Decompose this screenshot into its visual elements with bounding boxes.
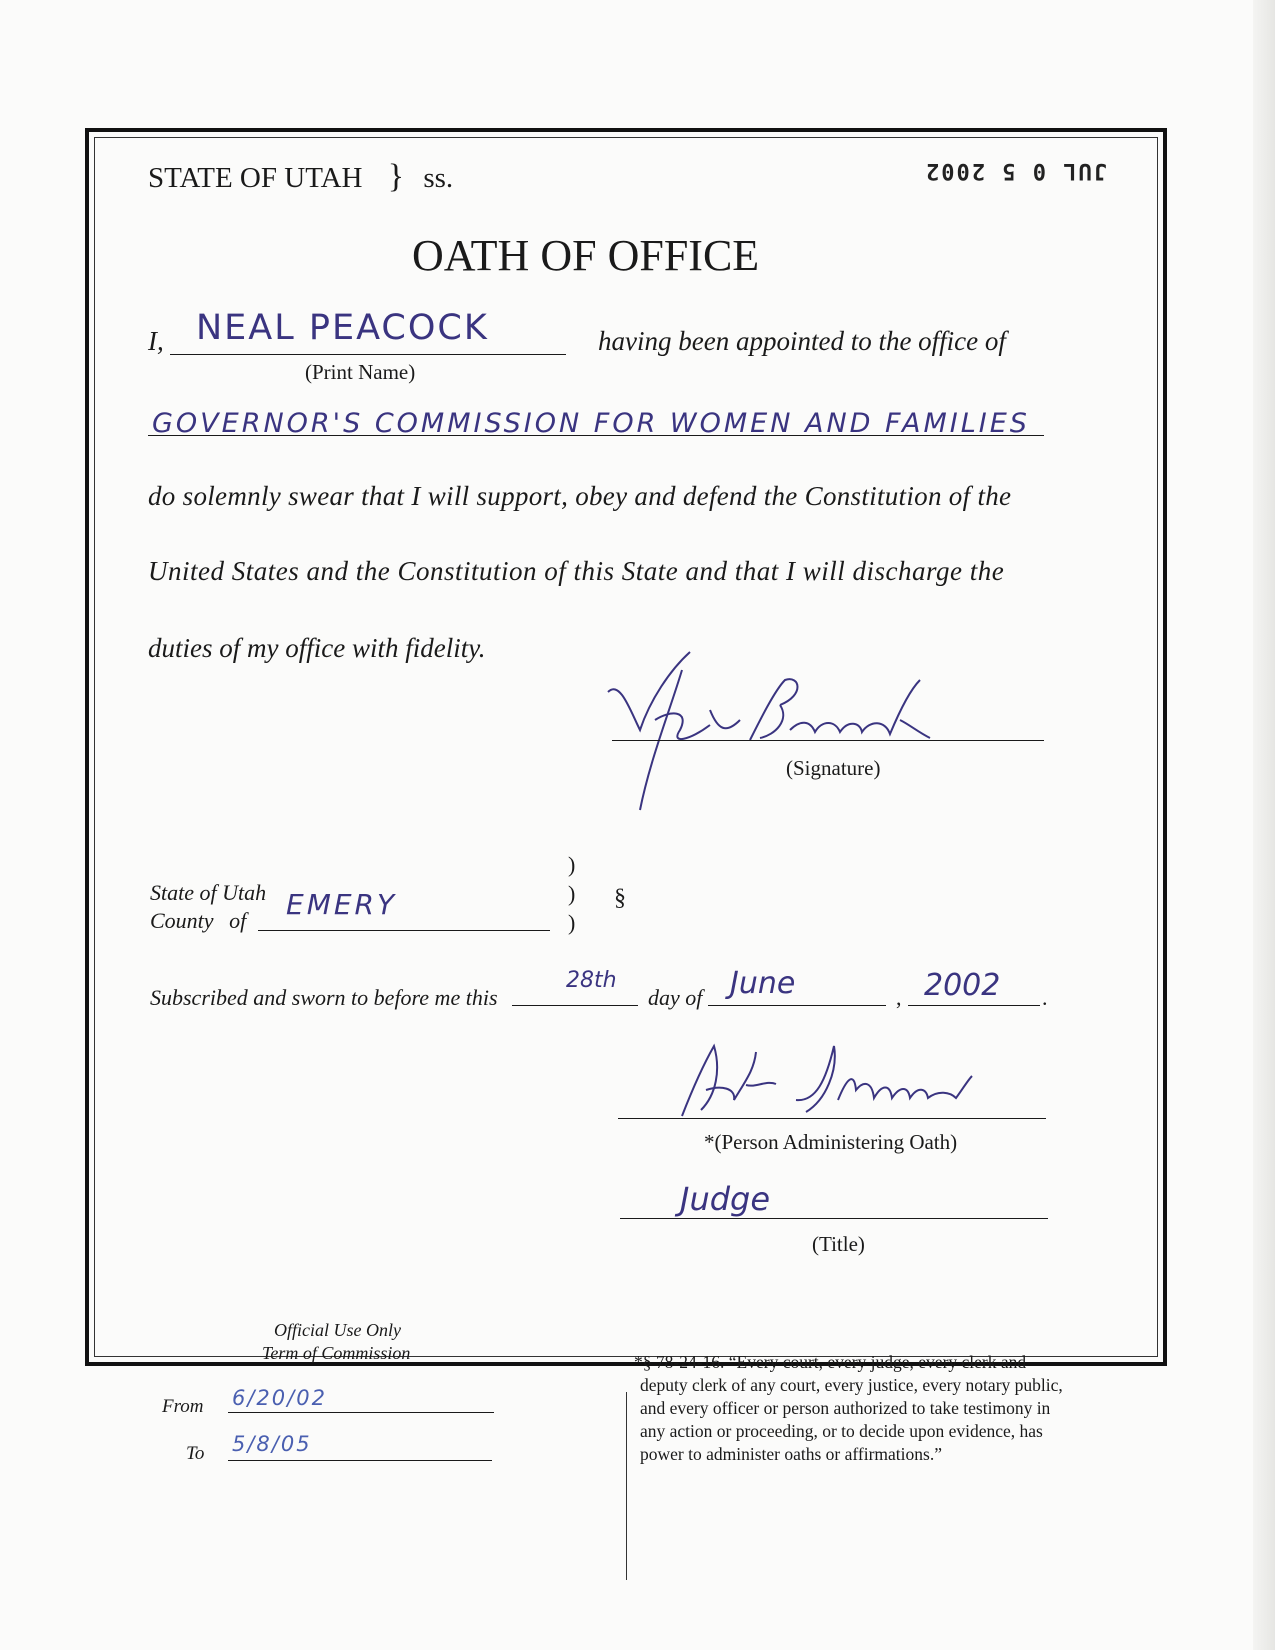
venue-state-label: State of Utah <box>150 880 267 905</box>
print-name-value: NEAL PEACOCK <box>196 308 489 348</box>
administrator-title-value: Judge <box>680 1180 771 1218</box>
page-edge-shadow <box>1253 0 1275 1650</box>
ss-label: ss. <box>423 162 454 194</box>
county-value: EMERY <box>286 888 398 921</box>
oath-line-2: United States and the Constitution of this State and that I will discharge the <box>148 556 1005 586</box>
sworn-period: . <box>1042 985 1048 1010</box>
section-symbol: § <box>614 885 626 911</box>
appointed-text: having been appointed to the office of <box>598 326 1006 356</box>
term-from-label: From <box>162 1396 204 1417</box>
footnote-line-1: *§ 78-24-16. “Every court, every judge, every clerk and <box>634 1352 1027 1372</box>
sworn-text: Subscribed and sworn to before me this <box>150 985 498 1010</box>
term-from-value: 6/20/02 <box>232 1386 327 1410</box>
venue-paren-2: ) <box>568 881 576 906</box>
office-line <box>148 435 1044 436</box>
sworn-year-line <box>908 1005 1040 1006</box>
signature-line <box>612 740 1044 741</box>
venue-paren-3: ) <box>568 910 576 935</box>
footnote-line-4: any action or proceeding, or to decide upon evidence, has <box>640 1421 1043 1441</box>
term-from-line <box>228 1412 494 1413</box>
title-caption: (Title) <box>812 1232 865 1256</box>
sworn-day-line <box>512 1005 638 1006</box>
official-use-subheading: Term of Commission <box>262 1343 411 1363</box>
signature-caption: (Signature) <box>786 756 881 780</box>
received-date-stamp: JUL 0 5 2002 <box>924 158 1107 183</box>
office-value: GOVERNOR'S COMMISSION FOR WOMEN AND FAMILIES <box>152 408 1030 439</box>
administrator-line <box>618 1118 1046 1119</box>
footnote-line-3: and every officer or person authorized to take testimony in <box>640 1398 1051 1418</box>
county-word: County <box>150 908 214 933</box>
footnote-line-5: power to administer oaths or affirmations.” <box>640 1444 942 1464</box>
oath-line-1: do solemnly swear that I will support, obey and defend the Constitution of the <box>148 481 1012 511</box>
oath-line-3: duties of my office with fidelity. <box>148 633 486 663</box>
print-name-caption: (Print Name) <box>305 360 416 384</box>
brace: } <box>387 158 405 195</box>
sworn-comma: , <box>896 985 902 1010</box>
sworn-day-value: 28th <box>566 968 617 993</box>
county-of-word: of <box>229 908 247 933</box>
sworn-year-value: 2002 <box>924 968 1001 1003</box>
page-title: OATH OF OFFICE <box>412 231 760 280</box>
sworn-day-of: day of <box>648 985 703 1010</box>
sworn-month-line <box>708 1005 886 1006</box>
state-label: STATE OF UTAH <box>148 162 363 194</box>
administrator-signature <box>676 1040 976 1125</box>
county-line <box>258 930 550 931</box>
term-to-label: To <box>186 1443 205 1464</box>
official-use-heading: Official Use Only <box>274 1320 401 1340</box>
sworn-month-value: June <box>730 966 796 1001</box>
title-line <box>620 1218 1048 1219</box>
administrator-caption: *(Person Administering Oath) <box>704 1130 958 1154</box>
print-name-line <box>170 354 566 355</box>
term-to-line <box>228 1460 492 1461</box>
term-to-value: 5/8/05 <box>232 1432 312 1456</box>
footer-divider <box>626 1392 627 1580</box>
i-prefix: I, <box>148 326 164 356</box>
state-heading <box>148 158 453 196</box>
appointee-signature <box>600 650 940 825</box>
venue-county-label <box>150 908 246 934</box>
footnote-line-2: deputy clerk of any court, every justice, every notary public, <box>640 1375 1063 1395</box>
venue-paren-1: ) <box>568 852 576 877</box>
